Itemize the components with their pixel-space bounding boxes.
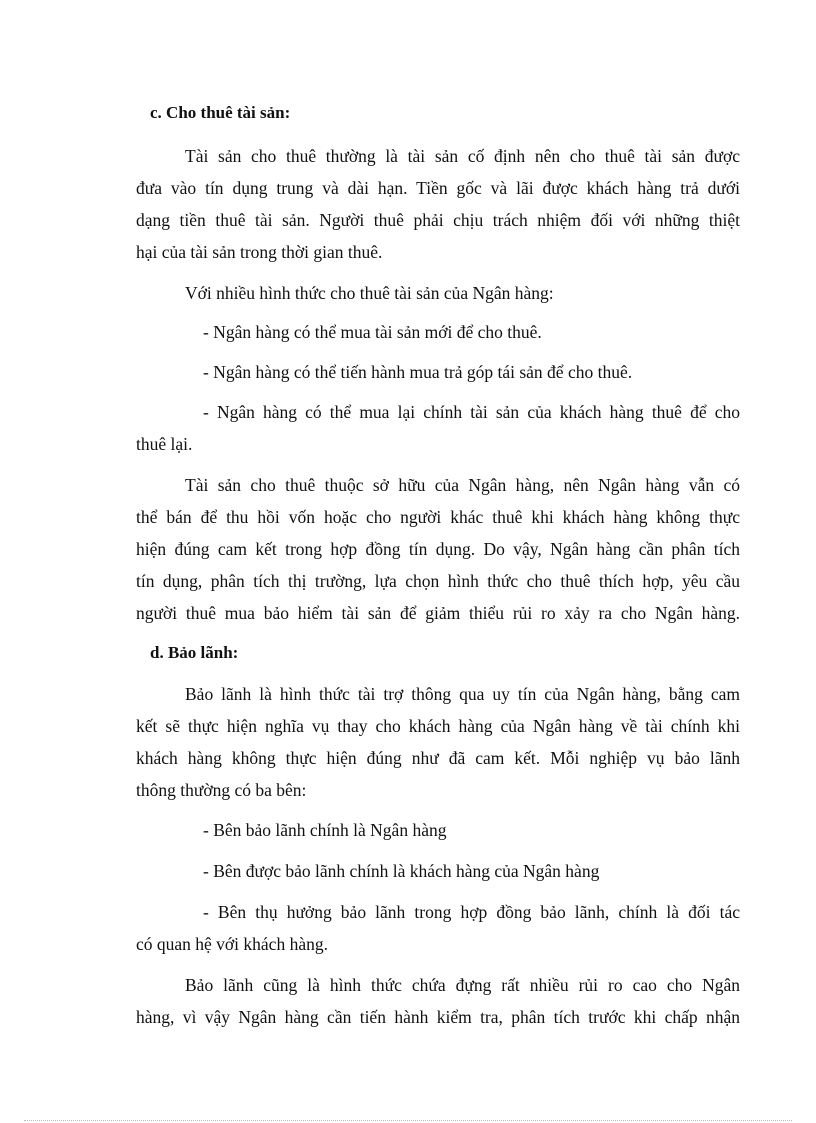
- section-d-p2-line-2: hàng, vì vậy Ngân hàng cần tiến hành kiểm tra, phân tích trước khi chấp nhận: [136, 1007, 740, 1027]
- section-d-heading: d. Bảo lãnh:: [150, 643, 239, 662]
- section-d-p2-line-1: Bảo lãnh cũng là hình thức chứa đựng rất nhiều rủi ro cao cho Ngân: [185, 975, 740, 995]
- section-c-bullet-2: - Ngân hàng có thể tiến hành mua trả góp tái sản để cho thuê.: [203, 362, 633, 382]
- section-d-bullet-3: - Bên thụ hưởng bảo lãnh trong hợp đồng bảo lãnh, chính là đối tác: [203, 902, 740, 922]
- section-c-p1-line-3: dạng tiền thuê tài sản. Người thuê phải chịu trách nhiệm đối với những thiệt: [136, 210, 740, 230]
- section-c-p3-line-2: thể bán để thu hồi vốn hoặc cho người khác thuê khi khách hàng không thực: [136, 507, 740, 527]
- section-d-bullet-2: - Bên được bảo lãnh chính là khách hàng của Ngân hàng: [203, 861, 600, 881]
- section-c-p1-line-4: hại của tài sản trong thời gian thuê.: [136, 242, 383, 262]
- section-c-p2: Với nhiều hình thức cho thuê tài sản của Ngân hàng:: [185, 283, 554, 303]
- section-c-p3-line-4: tín dụng, phân tích thị trường, lựa chọn hình thức cho thuê thích hợp, yêu cầu: [136, 571, 740, 591]
- section-c-p3-line-5: người thuê mua bảo hiểm tài sản để giảm thiểu rủi ro xảy ra cho Ngân hàng.: [136, 603, 740, 623]
- section-d-p1-line-2: kết sẽ thực hiện nghĩa vụ thay cho khách hàng của Ngân hàng về tài chính khi: [136, 716, 740, 736]
- section-c-bullet-3: - Ngân hàng có thể mua lại chính tài sản của khách hàng thuê để cho: [203, 402, 740, 422]
- section-d-p1-line-3: khách hàng không thực hiện đúng như đã cam kết. Mỗi nghiệp vụ bảo lãnh: [136, 748, 740, 768]
- section-c-p3-line-1: Tài sản cho thuê thuộc sở hữu của Ngân hàng, nên Ngân hàng vẫn có: [185, 475, 740, 495]
- section-c-p1-line-1: Tài sản cho thuê thường là tài sản cố định nên cho thuê tài sản được: [185, 146, 740, 166]
- section-d-p1-line-1: Bảo lãnh là hình thức tài trợ thông qua uy tín của Ngân hàng, bằng cam: [185, 684, 740, 704]
- page-bottom-divider: [24, 1120, 792, 1121]
- section-c-p3-line-3: hiện đúng cam kết trong hợp đồng tín dụng. Do vậy, Ngân hàng cần phân tích: [136, 539, 740, 559]
- section-c-bullet-3-cont: thuê lại.: [136, 434, 193, 454]
- section-d-bullet-1: - Bên bảo lãnh chính là Ngân hàng: [203, 820, 447, 840]
- section-d-p1-line-4: thông thường có ba bên:: [136, 780, 307, 800]
- section-c-heading: c. Cho thuê tài sản:: [150, 103, 291, 122]
- section-c-p1-line-2: đưa vào tín dụng trung và dài hạn. Tiền gốc và lãi được khách hàng trả dưới: [136, 178, 740, 198]
- section-d-bullet-3-cont: có quan hệ với khách hàng.: [136, 934, 328, 954]
- section-c-bullet-1: - Ngân hàng có thể mua tài sản mới để cho thuê.: [203, 322, 542, 342]
